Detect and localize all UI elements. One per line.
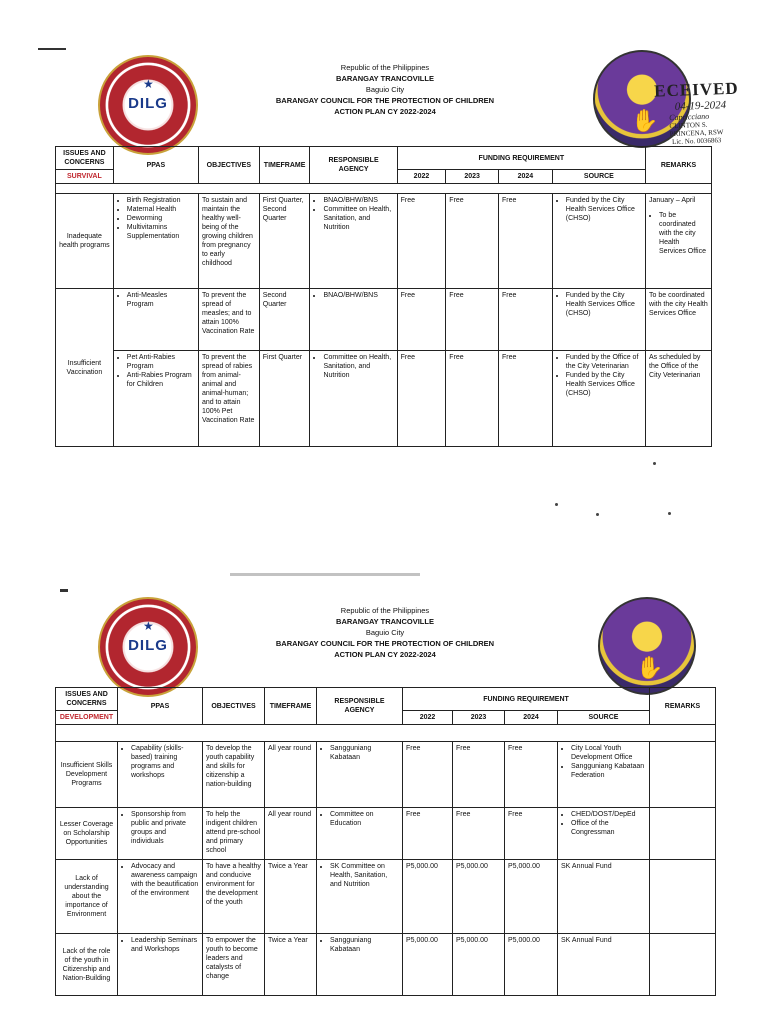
objective-cell: To empower the youth to become leaders and catalysts of change [203, 934, 265, 996]
list-item: • Birth Registration [127, 196, 195, 205]
funding-2022-cell: Free [397, 194, 446, 289]
agency-cell [317, 742, 403, 808]
list-item: • Sangguniang Kabataan Federation [571, 762, 646, 780]
source-cell [552, 194, 645, 289]
col-objectives-header: OBJECTIVES [203, 688, 265, 725]
list-item: • BNAO/BHW/BNS [323, 291, 393, 300]
header-council: BARANGAY COUNCIL FOR THE PROTECTION OF CHILDREN [275, 96, 495, 105]
funding-2023-cell: P5,000.00 [453, 934, 505, 996]
col-timeframe-header: TIMEFRAME [265, 688, 317, 725]
remarks-text: January – April [649, 197, 696, 204]
ppas-cell [118, 860, 203, 934]
funding-2022-cell: Free [403, 742, 453, 808]
agency-cell [317, 808, 403, 860]
document-header [230, 605, 540, 660]
funding-2023-cell: P5,000.00 [453, 860, 505, 934]
list-item: • Leadership Seminars and Workshops [131, 936, 199, 954]
col-source-header: SOURCE [558, 711, 650, 725]
issue-cell: Insufficient Vaccination [56, 289, 114, 447]
star-icon: ★ [143, 77, 154, 91]
document-header [230, 62, 540, 117]
gap-row [56, 725, 716, 742]
stamp-word: ECEIVED [653, 78, 739, 101]
col-funding-header: FUNDING REQUIREMENT [403, 688, 650, 711]
funding-2023-cell: Free [446, 351, 499, 447]
funding-2024-cell: Free [505, 742, 558, 808]
funding-2024-cell: Free [499, 194, 553, 289]
table-row [56, 742, 716, 808]
col-ppas-header: PPAS [118, 688, 203, 725]
list-item: • Anti-Measles Program [127, 291, 195, 309]
action-plan-table-survival [55, 146, 712, 447]
col-2024-header: 2024 [499, 170, 553, 184]
remarks-cell [650, 860, 716, 934]
source-cell [552, 351, 645, 447]
table-header-row [56, 147, 712, 170]
list-item: • Sponsorship from public and private groups and individuals [131, 810, 199, 846]
col-2023-header: 2023 [453, 711, 505, 725]
gap-row [56, 184, 712, 194]
table-row [56, 808, 716, 860]
funding-2022-cell: P5,000.00 [403, 934, 453, 996]
header-republic: Republic of the Philippines [340, 63, 430, 72]
col-2023-header: 2023 [446, 170, 499, 184]
objective-cell: To prevent the spread of measles; and to attain 100% Vaccination Rate [198, 289, 259, 351]
source-cell [558, 742, 650, 808]
list-item: • Office of the Congressman [571, 819, 646, 837]
col-agency-header: RESPONSIBLE AGENCY [317, 688, 403, 725]
col-2022-header: 2022 [403, 711, 453, 725]
table-header-row [56, 688, 716, 711]
category-label: SURVIVAL [56, 170, 114, 184]
list-item: • BNAO/BHW/BNS [323, 196, 393, 205]
document-page-2 [0, 575, 768, 1024]
action-plan-table-development [55, 687, 716, 996]
table-row [56, 289, 712, 351]
timeframe-cell: Twice a Year [265, 934, 317, 996]
stamp-signature: Capricciano [669, 111, 710, 123]
remarks-cell [650, 742, 716, 808]
table-row [56, 194, 712, 289]
issue-cell: Inadequate health programs [56, 194, 114, 289]
funding-2024-cell: Free [499, 351, 553, 447]
agency-cell [317, 934, 403, 996]
list-item: • Pet Anti-Rabies Program [127, 353, 195, 371]
list-item: • Committee on Health, Sanitation, and Nutrition [323, 353, 393, 380]
list-item: • Capability (skills-based) training programs and workshops [131, 744, 199, 780]
list-item: • Deworming [127, 214, 195, 223]
objective-cell: To have a healthy and conducive environment for the development of the youth [203, 860, 265, 934]
agency-cell [317, 860, 403, 934]
header-plan: ACTION PLAN CY 2022-2024 [334, 650, 436, 659]
source-cell [552, 289, 645, 351]
issue-cell: Lesser Coverage on Scholarship Opportunities [56, 808, 118, 860]
list-item: • City Local Youth Development Office [571, 744, 646, 762]
funding-2023-cell: Free [453, 808, 505, 860]
barangay-seal-logo [598, 597, 696, 695]
stamp-license: Lic. No. 0036863 [671, 136, 722, 146]
list-item: • Advocacy and awareness campaign with the beautification of the environment [131, 862, 199, 898]
issue-cell: Insufficient Skills Development Programs [56, 742, 118, 808]
timeframe-cell: First Quarter, Second Quarter [259, 194, 310, 289]
timeframe-cell: All year round [265, 742, 317, 808]
col-issues-header: ISSUES AND CONCERNS [56, 147, 114, 170]
dilg-seal-logo [98, 597, 198, 697]
list-item: • Maternal Health [127, 205, 195, 214]
objective-cell: To sustain and maintain the healthy well-being of the growing children from pregnancy to early childhood [198, 194, 259, 289]
dilg-logo-text: DILG [128, 637, 168, 654]
col-remarks-header: REMARKS [650, 688, 716, 725]
ppas-cell [118, 808, 203, 860]
funding-2024-cell: P5,000.00 [505, 934, 558, 996]
col-remarks-header: REMARKS [646, 147, 712, 184]
scan-mark [38, 48, 66, 50]
dilg-logo-text: DILG [128, 95, 168, 112]
remarks-cell [650, 808, 716, 860]
funding-2023-cell: Free [453, 742, 505, 808]
list-item: • Committee on Education [330, 810, 399, 828]
list-item: • Sangguniang Kabataan [330, 744, 399, 762]
table-row [56, 860, 716, 934]
source-cell [558, 808, 650, 860]
col-objectives-header: OBJECTIVES [198, 147, 259, 184]
handshake-icon: ✋ [636, 655, 664, 680]
col-timeframe-header: TIMEFRAME [259, 147, 310, 184]
received-stamp [654, 78, 746, 146]
objective-cell: To develop the youth capability and skills for citizenship a nation-building [203, 742, 265, 808]
scan-speck [596, 513, 599, 516]
list-item: • Funded by the City Health Services Office (CHSO) [566, 371, 642, 398]
remarks-cell [650, 934, 716, 996]
timeframe-cell: All year round [265, 808, 317, 860]
stamp-date: 04-19-2024 [674, 99, 727, 113]
list-item: • Funded by the City Health Services Office (CHSO) [566, 196, 642, 223]
agency-cell [310, 289, 397, 351]
list-item: • Funded by the Office of the City Veterinarian [566, 353, 642, 371]
timeframe-cell: First Quarter [259, 351, 310, 447]
list-item: • Funded by the City Health Services Office (CHSO) [566, 291, 642, 318]
ppas-cell [113, 351, 198, 447]
remarks-cell [646, 194, 712, 289]
issue-cell: Lack of the role of the youth in Citizenship and Nation-Building [56, 934, 118, 996]
ppas-cell [113, 194, 198, 289]
stamp-name: CLINTON S. PRINCENA, RSW [669, 120, 724, 139]
agency-cell [310, 194, 397, 289]
funding-2022-cell: P5,000.00 [403, 860, 453, 934]
header-plan: ACTION PLAN CY 2022-2024 [334, 107, 436, 116]
list-item: • Anti-Rabies Program for Children [127, 371, 195, 389]
col-agency-header: RESPONSIBLE AGENCY [310, 147, 397, 184]
scan-speck [668, 512, 671, 515]
funding-2023-cell: Free [446, 289, 499, 351]
funding-2022-cell: Free [397, 289, 446, 351]
scan-speck [555, 503, 558, 506]
funding-2022-cell: Free [397, 351, 446, 447]
header-city: Baguio City [365, 628, 405, 637]
col-issues-header: ISSUES AND CONCERNS [56, 688, 118, 711]
header-barangay: BARANGAY TRANCOVILLE [336, 617, 434, 626]
source-cell: SK Annual Fund [558, 860, 650, 934]
list-item: • To be coordinated with the city Health Services Office [659, 211, 708, 256]
funding-2024-cell: P5,000.00 [505, 860, 558, 934]
remarks-cell: As scheduled by the Office of the City Veterinarian [646, 351, 712, 447]
header-barangay: BARANGAY TRANCOVILLE [336, 74, 434, 83]
remarks-cell: To be coordinated with the city Health Services Office [646, 289, 712, 351]
table-row [56, 351, 712, 447]
col-2024-header: 2024 [505, 711, 558, 725]
funding-2024-cell: Free [505, 808, 558, 860]
col-funding-header: FUNDING REQUIREMENT [397, 147, 645, 170]
list-item: • SK Committee on Health, Sanitation, and Nutrition [330, 862, 399, 889]
ppas-cell [113, 289, 198, 351]
col-ppas-header: PPAS [113, 147, 198, 184]
funding-2022-cell: Free [403, 808, 453, 860]
col-2022-header: 2022 [397, 170, 446, 184]
handshake-icon: ✋ [631, 108, 659, 133]
objective-cell: To prevent the spread of rabies from animal-animal and animal-human; and to attain 100% Pet Vaccination Rate [198, 351, 259, 447]
col-source-header: SOURCE [552, 170, 645, 184]
ppas-cell [118, 742, 203, 808]
objective-cell: To help the indigent children attend pre-school and primary school [203, 808, 265, 860]
agency-cell [310, 351, 397, 447]
header-council: BARANGAY COUNCIL FOR THE PROTECTION OF CHILDREN [275, 639, 495, 648]
list-item: • CHED/DOST/DepEd [571, 810, 646, 819]
list-item: • Multivitamins Supplementation [127, 223, 195, 241]
list-item: • Committee on Health, Sanitation, and Nutrition [323, 205, 393, 232]
star-icon: ★ [143, 619, 154, 633]
list-item: • Sangguniang Kabataan [330, 936, 399, 954]
source-cell: SK Annual Fund [558, 934, 650, 996]
timeframe-cell: Second Quarter [259, 289, 310, 351]
dilg-seal-logo [98, 55, 198, 155]
issue-cell: Lack of understanding about the importance of Environment [56, 860, 118, 934]
funding-2024-cell: Free [499, 289, 553, 351]
scan-speck [653, 462, 656, 465]
ppas-cell [118, 934, 203, 996]
header-republic: Republic of the Philippines [340, 606, 430, 615]
timeframe-cell: Twice a Year [265, 860, 317, 934]
table-row [56, 934, 716, 996]
header-city: Baguio City [365, 85, 405, 94]
funding-2023-cell: Free [446, 194, 499, 289]
scan-mark [60, 589, 68, 592]
category-label: DEVELOPMENT [56, 711, 118, 725]
